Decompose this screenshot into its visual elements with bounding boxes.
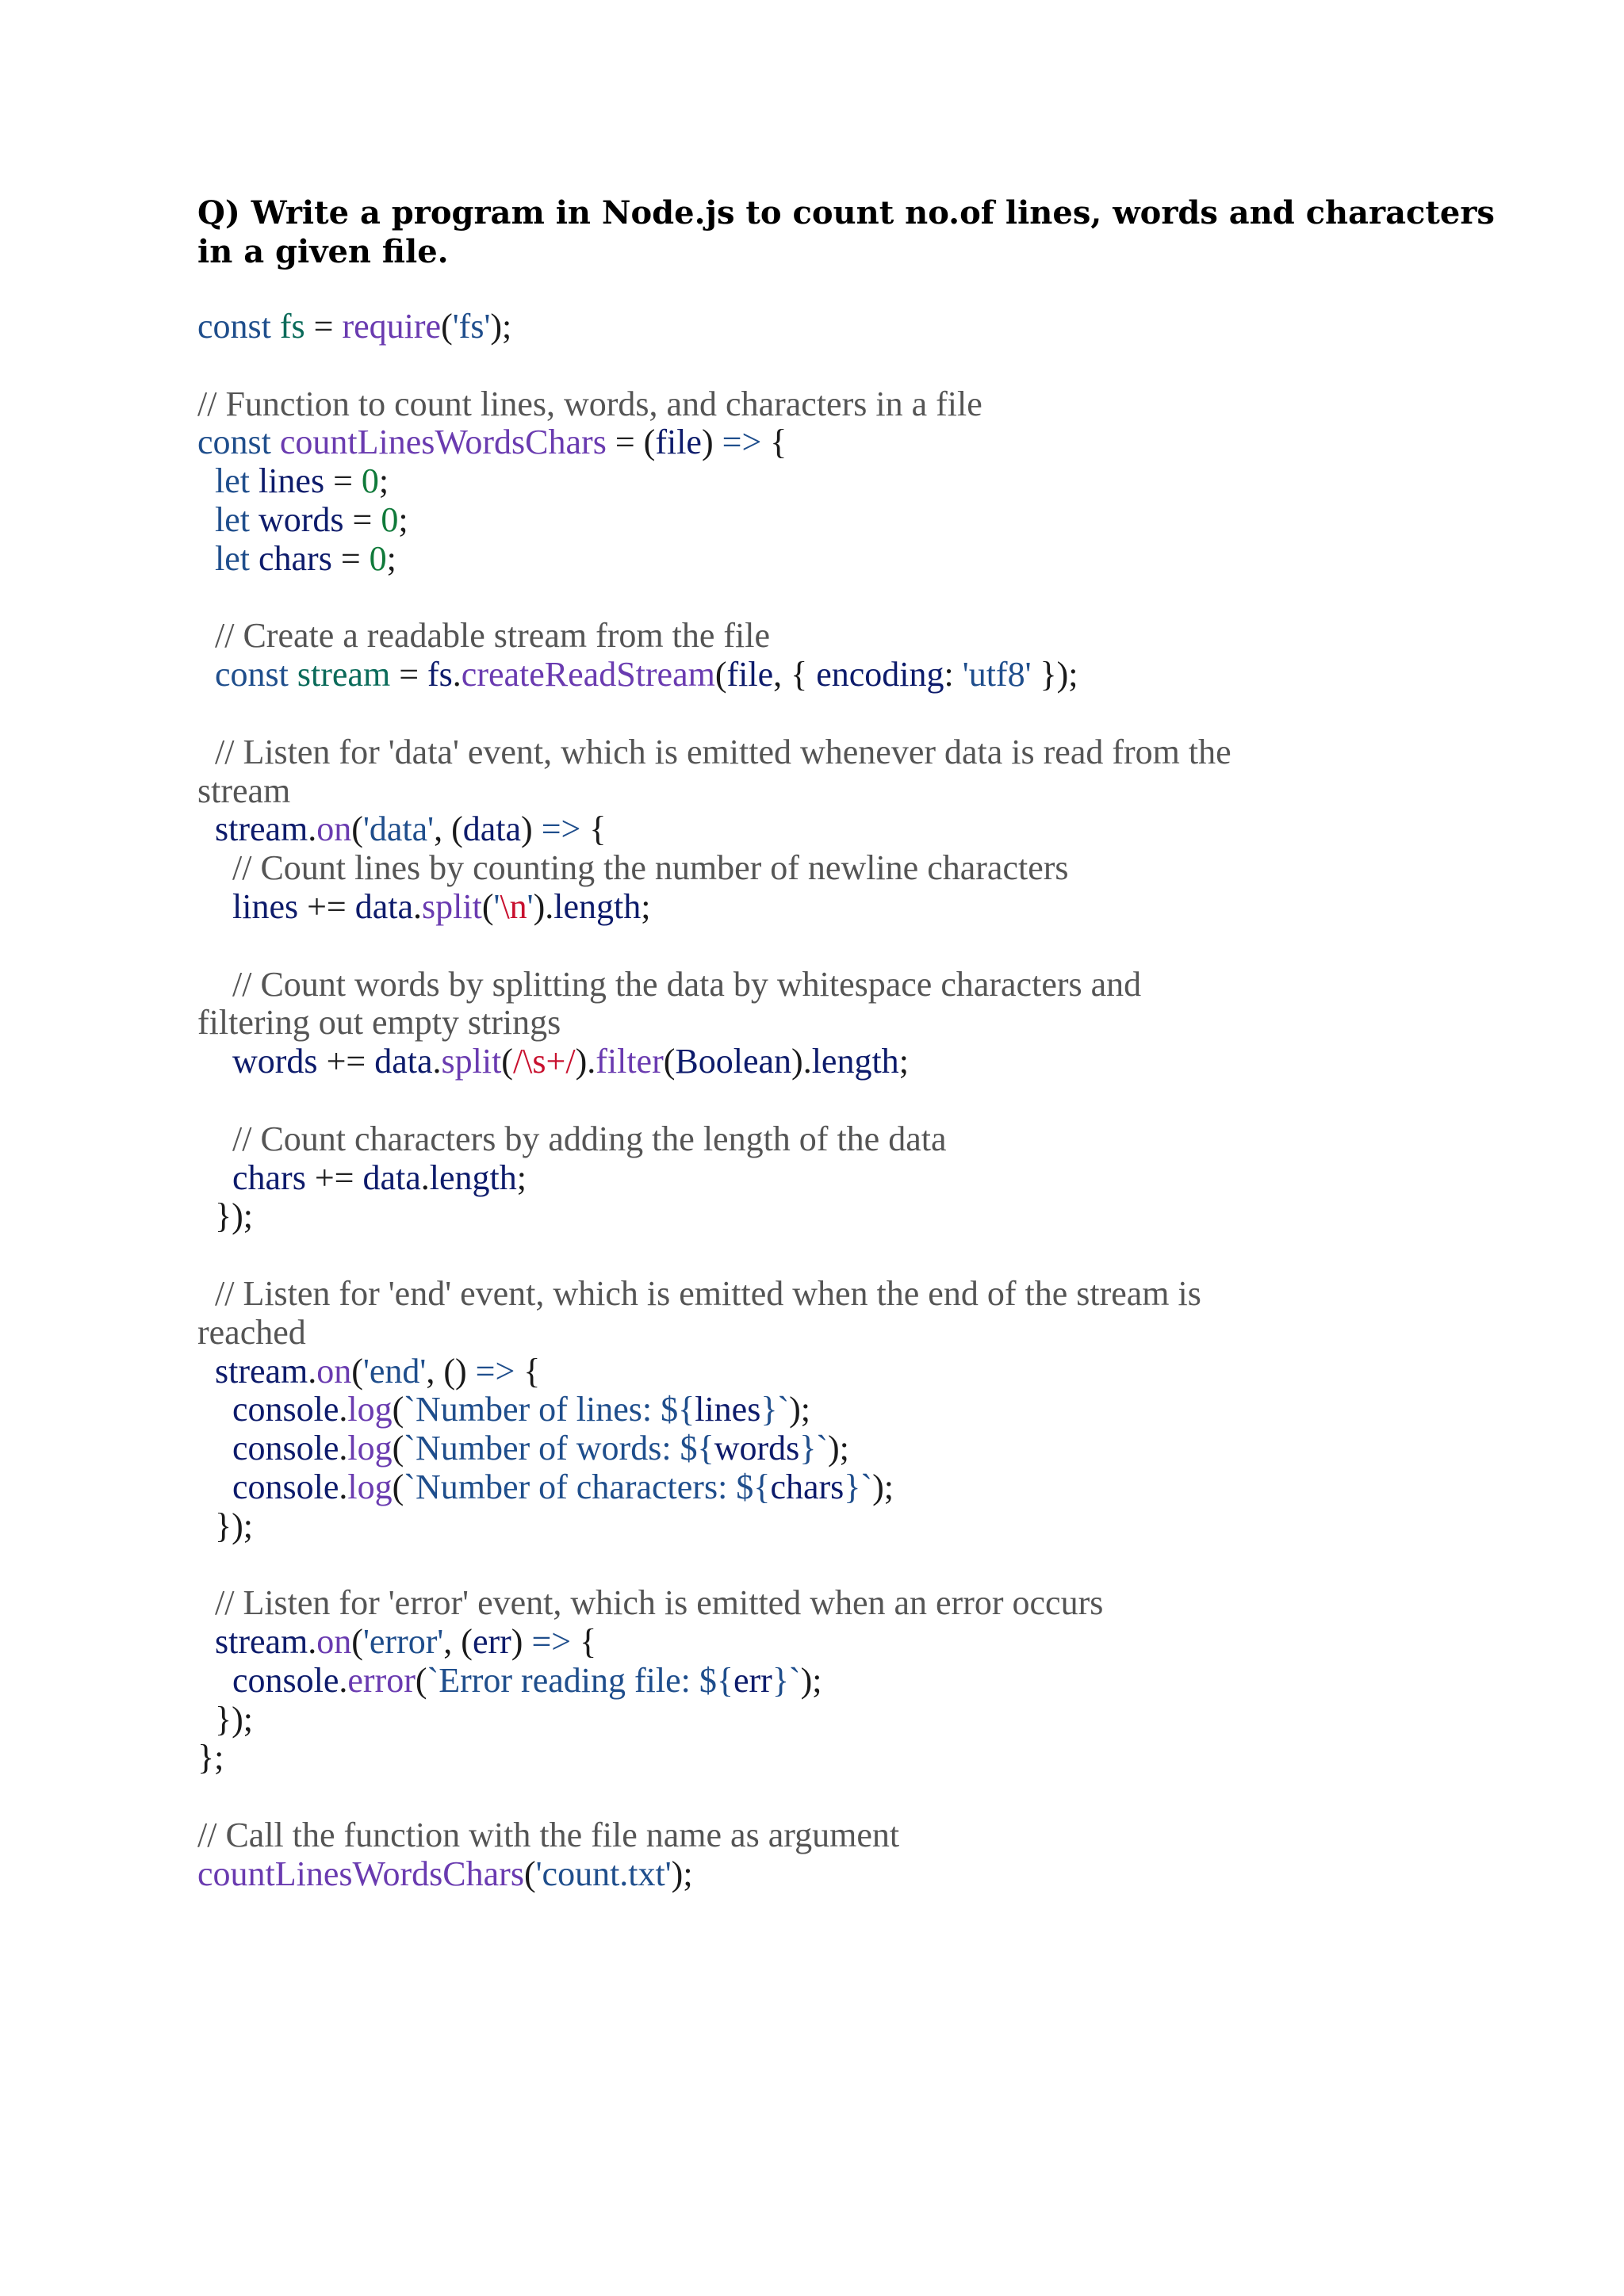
code-line	[197, 966, 1545, 1004]
code-token: 'data'	[362, 809, 435, 849]
code-token: .	[339, 1660, 348, 1700]
code-token: // Count characters by adding the length of the data	[197, 1119, 947, 1158]
code-token: data	[374, 1042, 433, 1081]
code-token: filtering out empty strings	[197, 1003, 561, 1043]
code-line	[197, 540, 1545, 579]
code-line	[197, 1043, 1545, 1081]
code-line	[197, 1236, 1545, 1275]
code-token: }`	[760, 1390, 790, 1429]
code-token: on	[316, 809, 352, 849]
code-token: )	[701, 423, 722, 462]
code-token: length	[811, 1042, 899, 1081]
code-token: };	[197, 1738, 224, 1777]
question-heading: Q) Write a program in Node.js to count no.of lines, words and characters in a given file.	[197, 194, 1495, 270]
code-token: :	[944, 655, 963, 695]
code-line	[197, 1623, 1545, 1662]
code-line	[197, 1004, 1545, 1043]
code-token: 0	[361, 461, 379, 501]
code-token: =	[331, 538, 370, 578]
code-token: =	[606, 423, 644, 462]
code-token	[197, 655, 215, 694]
code-token: lines	[258, 461, 325, 501]
code-token: 'error'	[362, 1622, 444, 1662]
code-token: (	[351, 1351, 363, 1391]
code-token: .	[420, 1158, 430, 1197]
code-token: +=	[305, 1158, 363, 1197]
code-token: );	[490, 307, 512, 346]
code-token: });	[197, 1506, 253, 1545]
code-token: data	[354, 886, 414, 926]
code-token: data	[462, 809, 522, 849]
code-token: , (	[434, 809, 463, 849]
code-token: chars	[770, 1467, 845, 1506]
code-token: =	[304, 307, 343, 346]
code-line	[197, 423, 1545, 462]
code-token: (	[501, 1042, 513, 1081]
code-token: ;	[898, 1042, 909, 1081]
code-token: log	[347, 1429, 393, 1468]
code-token: countLinesWordsChars	[279, 423, 607, 462]
code-token: fs	[427, 655, 453, 695]
code-token: {	[515, 1351, 541, 1391]
code-token: (	[392, 1390, 404, 1429]
code-token: words	[258, 499, 344, 539]
code-token: log	[347, 1467, 393, 1506]
code-token: );	[872, 1467, 894, 1506]
code-token	[197, 809, 215, 848]
code-token: // Create a readable stream from the file	[197, 616, 770, 656]
code-token: countLinesWordsChars	[197, 1854, 524, 1893]
code-token: (	[351, 809, 363, 849]
code-token: '	[493, 886, 500, 926]
code-token: // Count words by splitting the data by whitespace characters and	[197, 964, 1142, 1004]
code-token: log	[347, 1390, 393, 1429]
code-token	[197, 539, 215, 578]
code-token: (	[392, 1429, 404, 1468]
code-line	[197, 1584, 1545, 1623]
code-token	[197, 1042, 232, 1081]
code-line	[197, 888, 1545, 927]
code-token: )	[521, 809, 542, 849]
code-line	[197, 1120, 1545, 1159]
code-token: createReadStream	[461, 655, 715, 695]
code-token: (	[415, 1660, 427, 1700]
code-token: +=	[317, 1042, 375, 1081]
code-token: 'end'	[362, 1351, 427, 1391]
code-line	[197, 1314, 1545, 1353]
code-token: stream	[297, 655, 391, 695]
code-token	[197, 1158, 232, 1197]
code-token: {	[761, 423, 787, 462]
code-token: {	[571, 1622, 597, 1662]
code-line	[197, 501, 1545, 540]
code-token	[197, 1429, 232, 1468]
code-token	[197, 461, 215, 500]
code-token	[197, 500, 215, 539]
code-token: =>	[541, 809, 581, 849]
code-token	[197, 1468, 232, 1506]
code-token: console	[232, 1390, 339, 1429]
code-line	[197, 617, 1545, 656]
code-token: fs	[279, 307, 305, 346]
code-token: `Error reading file: ${	[427, 1660, 733, 1700]
code-line	[197, 695, 1545, 733]
code-token	[197, 1661, 232, 1700]
code-token: stream	[197, 771, 291, 810]
code-line	[197, 1081, 1545, 1120]
code-token: });	[1031, 655, 1078, 695]
code-token	[197, 1622, 215, 1661]
code-token: // Listen for 'error' event, which is emitted when an error occurs	[197, 1583, 1104, 1623]
code-token: require	[342, 307, 442, 346]
code-token: ;	[641, 886, 651, 926]
code-token: ).	[533, 886, 554, 926]
code-line	[197, 1391, 1545, 1429]
code-token: `Number of words: ${	[404, 1429, 714, 1468]
code-token: file	[655, 423, 702, 462]
code-line	[197, 1662, 1545, 1701]
code-token: let	[215, 461, 259, 501]
code-token: reached	[197, 1312, 306, 1352]
code-token	[197, 1390, 232, 1429]
code-token: }`	[844, 1467, 873, 1506]
code-token: // Function to count lines, words, and characters in a file	[197, 384, 982, 423]
code-token	[197, 887, 232, 926]
code-line	[197, 849, 1545, 888]
code-token: console	[232, 1660, 339, 1700]
code-line	[197, 1701, 1545, 1739]
code-token: let	[215, 499, 259, 539]
code-token: error	[347, 1660, 416, 1700]
code-line	[197, 1197, 1545, 1236]
code-token: ).	[791, 1042, 812, 1081]
code-line	[197, 1777, 1545, 1816]
code-token: =	[390, 655, 428, 695]
code-token: console	[232, 1429, 339, 1468]
code-token: 0	[381, 499, 399, 539]
code-token: /\s+/	[512, 1042, 576, 1081]
code-token: ;	[516, 1158, 527, 1197]
code-line	[197, 308, 1545, 346]
code-token: .	[339, 1429, 348, 1468]
code-token: (	[523, 1854, 536, 1893]
code-line	[197, 1855, 1545, 1894]
code-line	[197, 1739, 1545, 1777]
code-token: .	[413, 886, 423, 926]
code-token: 0	[369, 538, 387, 578]
code-token	[197, 1352, 215, 1391]
code-token: }`	[799, 1429, 829, 1468]
code-token: (	[481, 886, 494, 926]
code-line	[197, 385, 1545, 424]
code-token: .	[308, 1622, 317, 1662]
code-token: lines	[695, 1390, 761, 1429]
code-token: // Listen for 'data' event, which is emitted whenever data is read from the	[197, 732, 1231, 771]
code-line	[197, 1507, 1545, 1546]
code-token: // Count lines by counting the number of newline characters	[197, 848, 1069, 888]
code-token: const	[215, 655, 297, 695]
code-token: ;	[386, 538, 396, 578]
code-line	[197, 1429, 1545, 1468]
code-token: );	[800, 1660, 822, 1700]
code-token: data	[362, 1158, 421, 1197]
code-token: // Listen for 'end' event, which is emitted when the end of the stream is	[197, 1273, 1201, 1313]
code-token: lines	[232, 886, 299, 926]
code-token: =	[324, 461, 362, 501]
code-line	[197, 927, 1545, 966]
code-token: .	[432, 1042, 442, 1081]
code-line	[197, 1275, 1545, 1314]
code-token: `Number of characters: ${	[404, 1467, 771, 1506]
code-token: on	[316, 1351, 352, 1391]
code-line	[197, 1816, 1545, 1855]
code-token: console	[232, 1467, 339, 1506]
code-token: Boolean	[675, 1042, 792, 1081]
code-token: );	[789, 1390, 811, 1429]
code-token: .	[452, 655, 462, 695]
code-line	[197, 733, 1545, 772]
code-token: split	[422, 886, 482, 926]
code-token: 'utf8'	[962, 655, 1032, 695]
code-line	[197, 772, 1545, 811]
code-token: ;	[398, 499, 408, 539]
code-line	[197, 579, 1545, 618]
code-token: , ()	[426, 1351, 476, 1391]
code-token: .	[308, 809, 317, 849]
code-line	[197, 1159, 1545, 1198]
code-token: (	[714, 655, 727, 695]
code-token: on	[316, 1622, 352, 1662]
code-token: ;	[378, 461, 389, 501]
code-token: =>	[531, 1622, 572, 1662]
code-token: {	[580, 809, 607, 849]
code-token: );	[828, 1429, 849, 1468]
code-token: +=	[298, 886, 355, 926]
code-token: )	[511, 1622, 532, 1662]
code-token: '	[527, 886, 534, 926]
code-token: length	[429, 1158, 517, 1197]
code-line	[197, 1468, 1545, 1507]
code-token: filter	[596, 1042, 664, 1081]
code-token: .	[339, 1390, 348, 1429]
code-token: , {	[773, 655, 817, 695]
code-line	[197, 1546, 1545, 1585]
code-token: words	[232, 1042, 318, 1081]
code-token: // Call the function with the file name as argument	[197, 1816, 900, 1855]
code-token: (	[663, 1042, 676, 1081]
code-token: =>	[722, 423, 762, 462]
code-token: 'fs'	[452, 307, 491, 346]
code-token: }`	[772, 1660, 801, 1700]
code-token: length	[553, 886, 642, 926]
code-token: , (	[443, 1622, 473, 1662]
code-token: );	[671, 1854, 693, 1893]
code-token: (	[392, 1467, 404, 1506]
code-token: stream	[215, 809, 308, 849]
code-token: const	[197, 307, 280, 346]
code-token: =	[343, 499, 381, 539]
code-token: \n	[500, 886, 527, 926]
code-block	[197, 308, 1545, 1894]
code-token: stream	[215, 1622, 308, 1662]
code-token: encoding	[816, 655, 944, 695]
code-token: (	[643, 423, 656, 462]
code-token: split	[441, 1042, 502, 1081]
code-token: let	[215, 538, 259, 578]
code-token: err	[733, 1660, 772, 1700]
code-token: (	[441, 307, 453, 346]
code-token: err	[472, 1622, 511, 1662]
code-line	[197, 462, 1545, 501]
code-token: stream	[215, 1351, 308, 1391]
code-token: file	[726, 655, 774, 695]
code-token: ).	[575, 1042, 596, 1081]
code-token: (	[351, 1622, 363, 1662]
code-token: });	[197, 1699, 253, 1739]
code-token: });	[197, 1196, 253, 1236]
code-token: chars	[232, 1158, 306, 1197]
code-token: .	[308, 1351, 317, 1391]
code-token: const	[197, 423, 280, 462]
code-line	[197, 656, 1545, 695]
code-token: `Number of lines: ${	[404, 1390, 695, 1429]
code-line	[197, 346, 1545, 385]
code-token: words	[714, 1429, 800, 1468]
code-token: .	[339, 1467, 348, 1506]
code-line	[197, 810, 1545, 849]
code-token: 'count.txt'	[535, 1854, 672, 1893]
code-line	[197, 1353, 1545, 1391]
code-token: chars	[258, 538, 332, 578]
code-token: =>	[475, 1351, 515, 1391]
